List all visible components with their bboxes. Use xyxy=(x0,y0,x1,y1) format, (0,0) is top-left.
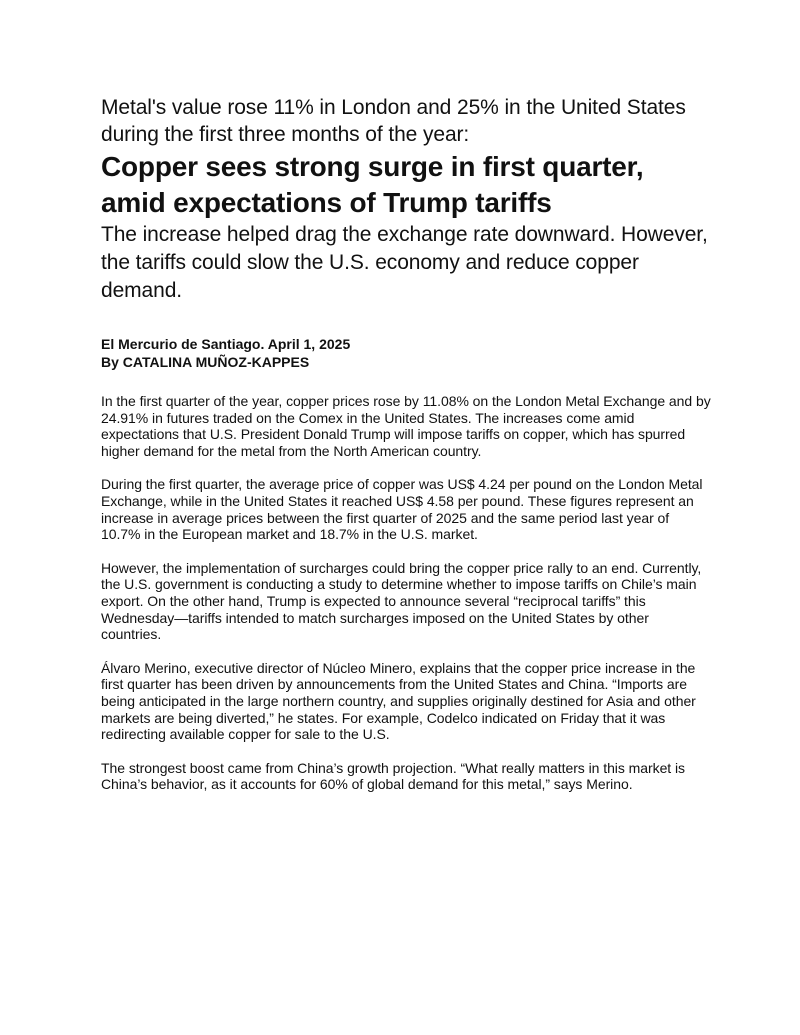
body-paragraph: The strongest boost came from China’s growth projection. “What really matters in this market is China’s behavior, as it accounts for 60% of global demand for this metal,” says Merino. xyxy=(101,759,685,793)
article-subhead: The increase helped drag the exchange rate downward. However, the tariffs could slow the U.S. economy and reduce copper demand. xyxy=(101,223,708,302)
article-kicker: Metal's value rose 11% in London and 25% in the United States during the first three months of the year: xyxy=(101,96,686,146)
article xyxy=(101,94,711,810)
byline xyxy=(101,335,711,371)
author-line: By CATALINA MUÑOZ-KAPPES xyxy=(101,354,310,370)
article-headline: Copper sees strong surge in first quarter, amid expectations of Trump tariffs xyxy=(101,151,644,218)
article-body xyxy=(101,393,711,793)
body-paragraph: In the first quarter of the year, copper prices rose by 11.08% on the London Metal Exchange and by 24.91% in futures traded on the Comex in the United States. The increases come amid expectations that U.S. President Donald Trump will impose tariffs on copper, which has spurred higher demand for the metal from the North American country. xyxy=(101,393,711,459)
source-line: El Mercurio de Santiago. April 1, 2025 xyxy=(101,336,351,352)
body-paragraph: Álvaro Merino, executive director of Núcleo Minero, explains that the copper price increase in the first quarter has been driven by announcements from the United States and China. “Imports are being anticipated in the large northern country, and supplies originally destined for Asia and other markets are being diverted,” he states. For example, Codelco indicated on Friday that it was redirecting available copper for sale to the U.S. xyxy=(101,659,696,743)
body-paragraph: During the first quarter, the average price of copper was US$ 4.24 per pound on the London Metal Exchange, while in the United States it reached US$ 4.58 per pound. These figures represent an increase in average prices between the first quarter of 2025 and the same period last year of 10.7% in the European market and 18.7% in the U.S. market. xyxy=(101,476,703,543)
body-paragraph: However, the implementation of surcharges could bring the copper price rally to an end. Currently, the U.S. government is conducting a study to determine whether to impose tariffs on Chile’s main export. On the other hand, Trump is expected to announce several “reciprocal tariffs” this Wednesday—tariffs intended to match surcharges imposed on the United States by other countries. xyxy=(101,559,702,643)
